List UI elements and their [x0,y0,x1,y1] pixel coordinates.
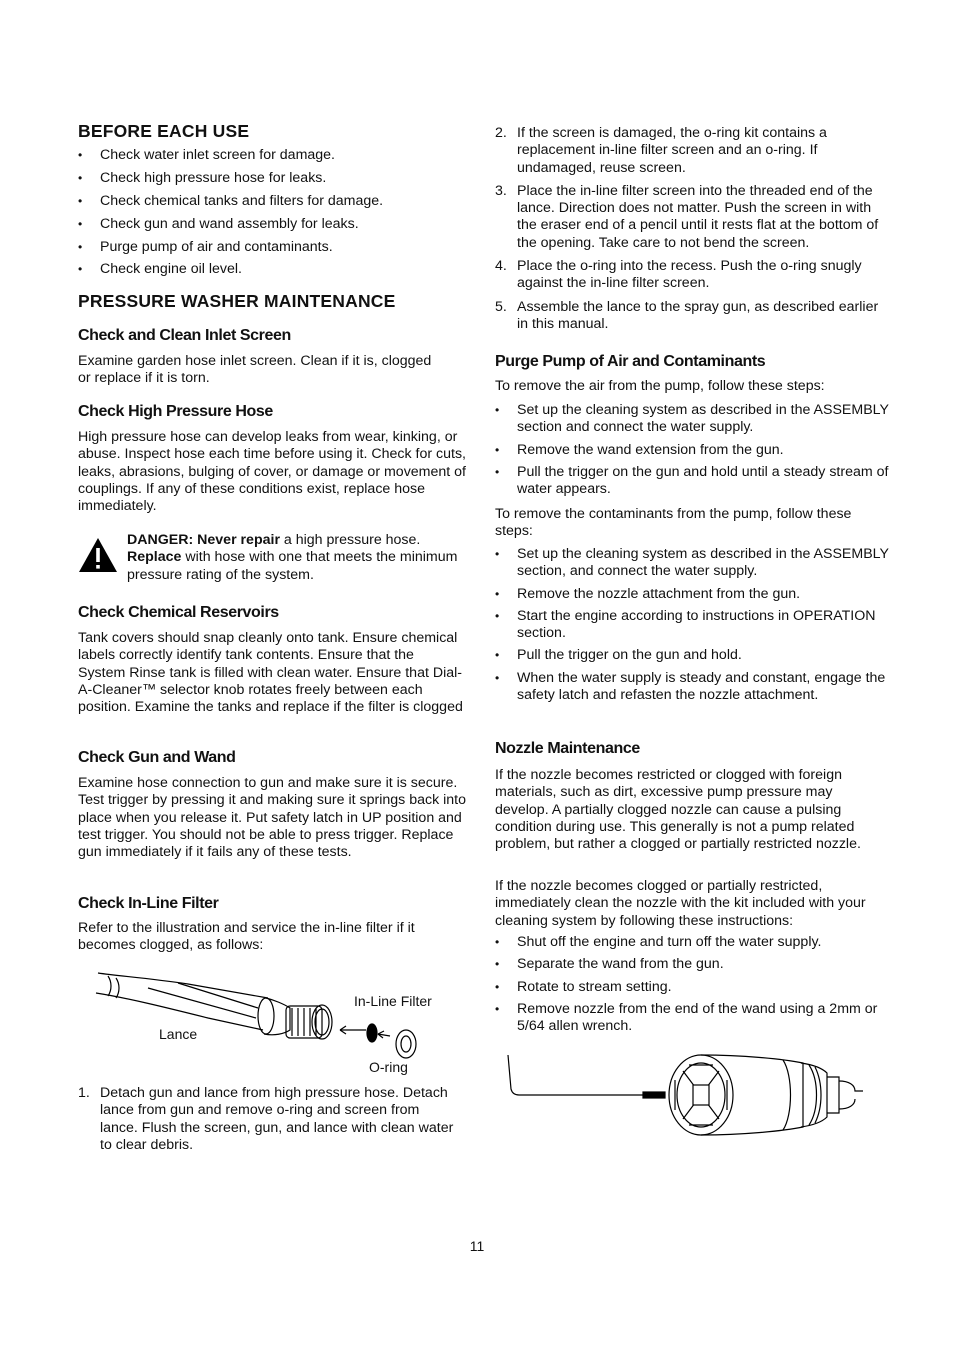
step-text: Place the o-ring into the recess. Push the o-ring snugly against the in-line filter screen. [517,258,862,292]
inlet-screen-body: Examine garden hose inlet screen. Clean if it is, clogged or replace if it is torn. [78,353,432,387]
list-item: • Pull the trigger on the gun and hold. [495,647,890,664]
danger-text-part: a high pressure hose. [279,532,421,548]
nozzle-body-2: If the nozzle becomes clogged or partially restricted, immediately clean the nozzle with the kit included with your cleaning system by following these instructions: [495,878,866,929]
step-text: Detach gun and lance from high pressure hose. Detach lance from gun and remove o-ring and screen from lance. Flush the screen, gun, and lance with clean water to clear debris. [100,1085,454,1153]
list-item: • Check engine oil level. [78,261,478,278]
inlet-screen-heading: Check and Clean Inlet Screen [78,327,291,344]
purge-air-intro: To remove the air from the pump, follow these steps: [495,378,825,394]
list-item [78,1085,458,1154]
inline-filter-body: Refer to the illustration and service the in-line filter if it becomes clogged, as follows: [78,920,415,954]
list-item: • Check high pressure hose for leaks. [78,170,478,187]
step-number: 4. [495,258,507,275]
list-item: • Pull the trigger on the gun and hold until a steady stream of water appears. [495,464,890,499]
step-number: 3. [495,182,507,199]
gun-wand-heading: Check Gun and Wand [78,749,236,766]
hose-body: High pressure hose can develop leaks from wear, kinking, or abuse. Inspect hose each time before using it. Check for cuts, leaks, abrasions, bulging of cover, or damage or movement of couplings. If any of these conditions exist, replace hose immediately. [78,429,467,515]
danger-text-part: with hose with one that meets the minimum pressure rating of the system. [127,549,458,583]
nozzle-body-1: If the nozzle becomes restricted or clogged with foreign materials, such as dirt, excessive pump pressure may develop. A partially clogged nozzle can cause a pulsing condition during use. This generally is not a pump related problem, but rather a clogged or partially restricted nozzle. [495,767,861,853]
list-item [495,183,890,252]
oring-label: O-ring [369,1059,408,1075]
list-item: • Check gun and wand assembly for leaks. [78,216,478,233]
reservoirs-body: Tank covers should snap cleanly onto tank. Ensure chemical labels correctly identify tank contents. Ensure that the System Rinse tank is filled with clean water. Ensure that Dial-A-Cleaner™ selector knob rotates freely between each position. Examine the tanks and replace if the filter is clogged [78,630,463,716]
danger-text [127,532,477,584]
list-item: • Remove the wand extension from the gun. [495,442,890,459]
inline-filter-label: In-Line Filter [354,993,432,1009]
step-number: 5. [495,298,507,315]
page-number: 11 [469,1238,485,1254]
reservoirs-heading: Check Chemical Reservoirs [78,604,279,621]
purge-contam-list [495,546,890,704]
purge-air-list [495,402,890,498]
list-item [495,258,890,293]
before-each-use-heading: BEFORE EACH USE [78,121,250,141]
hose-heading: Check High Pressure Hose [78,403,273,420]
danger-notice [78,532,478,588]
list-item: • Separate the wand from the gun. [495,956,890,973]
inline-filter-steps [78,1085,458,1154]
before-each-use-list [78,147,478,279]
purge-heading: Purge Pump of Air and Contaminants [495,353,766,370]
inline-filter-heading: Check In-Line Filter [78,895,219,912]
list-item: • Check chemical tanks and filters for damage. [78,193,478,210]
step-number: 2. [495,125,507,141]
list-item: • Check water inlet screen for damage. [78,147,478,164]
maintenance-heading: PRESSURE WASHER MAINTENANCE [78,291,396,311]
nozzle-illustration [503,1045,873,1140]
list-item: • Remove nozzle from the end of the wand using a 2mm or 5/64 allen wrench. [495,1001,890,1036]
purge-contam-intro: To remove the contaminants from the pump, follow these steps: [495,506,852,540]
lance-label: Lance [159,1026,198,1042]
step-text: If the screen is damaged, the o-ring kit contains a replacement in-line filter screen and an o-ring. If undamaged, reuse screen. [517,125,827,176]
list-item: • Remove the nozzle attachment from the gun. [495,586,890,603]
filter-steps-continued [495,125,890,333]
step-text: Assemble the lance to the spray gun, as described earlier in this manual. [517,298,879,332]
list-item: • When the water supply is steady and constant, engage the safety latch and refasten the nozzle attachment. [495,670,890,705]
list-item: • Set up the cleaning system as described in the ASSEMBLY section, and connect the water supply. [495,546,890,581]
list-item [495,299,890,334]
step-number: 1. [78,1085,90,1101]
step-text: Place the in-line filter screen into the threaded end of the lance. Direction does not matter. Push the screen in with the eraser end of a pencil until it rests flat at the bottom of the opening. Take care to not bend the screen. [517,182,879,251]
list-item: • Shut off the engine and turn off the water supply. [495,934,890,951]
danger-bold-label: DANGER: Never repair [127,532,280,548]
nozzle-heading: Nozzle Maintenance [495,740,640,757]
gun-wand-body: Examine hose connection to gun and make sure it is secure. Test trigger by pressing it and making sure it springs back into place when you release it. Put safety latch in UP position and test trigger. You should not be able to press trigger. Replace gun immediately if it fails any of these tests. [78,775,466,861]
nozzle-list [495,934,890,1035]
inline-filter-illustration [88,968,468,1078]
list-item: • Rotate to stream setting. [495,979,890,996]
list-item: • Start the engine according to instructions in OPERATION section. [495,608,890,643]
warning-triangle-icon [78,537,118,573]
list-item: • Set up the cleaning system as described in the ASSEMBLY section and connect the water supply. [495,402,890,437]
list-item: • Purge pump of air and contaminants. [78,239,478,256]
danger-bold-replace: Replace [127,549,182,566]
list-item [495,125,890,177]
